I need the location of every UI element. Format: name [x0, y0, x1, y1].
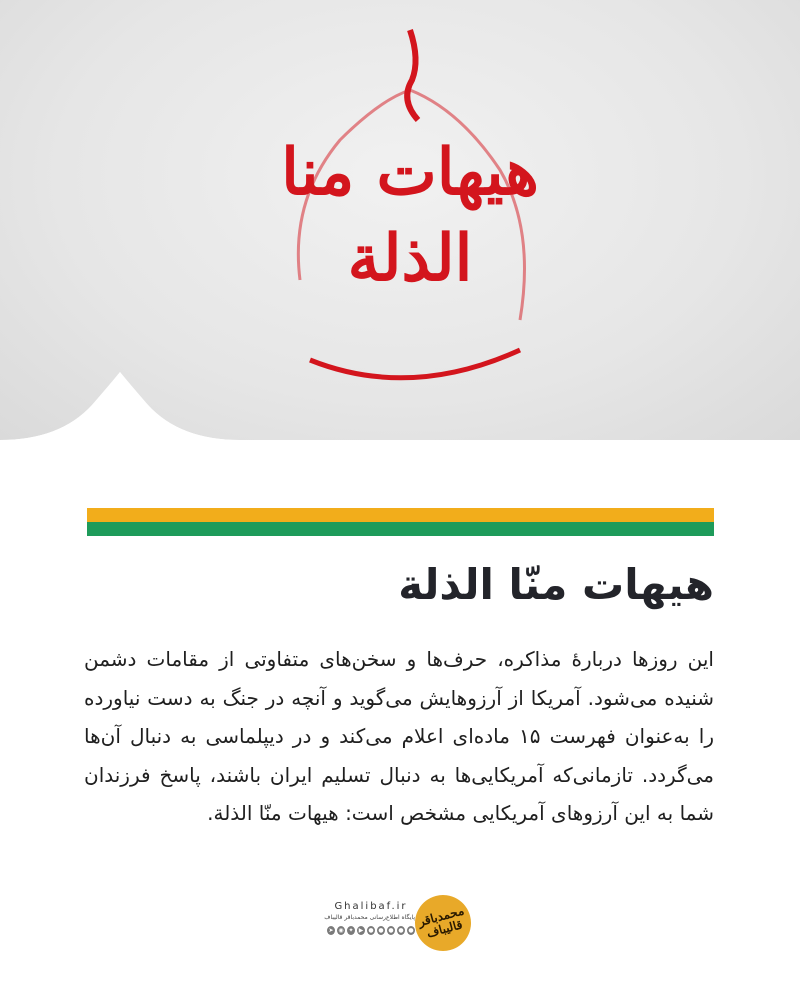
telegram-icon[interactable]: ➤	[328, 927, 334, 934]
hero-calligraphy-text: هیهات منا الذلة	[281, 135, 539, 296]
accent-stripe-green	[87, 522, 714, 536]
footer-brand	[0, 895, 800, 955]
social-icons	[327, 926, 415, 935]
accent-stripe-yellow	[87, 508, 714, 522]
logo	[409, 889, 478, 958]
instagram-icon[interactable]: ◉	[338, 927, 344, 934]
soroush-icon[interactable]: ●	[388, 927, 394, 934]
twitter-icon[interactable]: ✦	[348, 927, 354, 934]
eitaa-icon[interactable]: ●	[368, 927, 374, 934]
article-title: هیهات منّا الذلة	[398, 560, 714, 609]
article-body: این روزها دربارهٔ مذاکره، حرف‌ها و سخن‌های متفاوتی از مقامات دشمن شنیده می‌شود. آمریکا از آرزوهایش می‌گوید و آنچه در جنگ به دست نیاورده را به‌عنوان فهرست ۱۵ ماده‌ای اعلام می‌کند و در دیپلماسی به دنبال آن‌ها می‌گردد. تازمانی‌که آمریکایی‌ها به دنبال تسلیم ایران باشند، پاسخ فرزندان شما به این آرزوهای آمریکایی مشخص است: هیهات منّا الذلة.	[84, 647, 714, 825]
bale-icon[interactable]: ●	[378, 927, 384, 934]
youtube-icon[interactable]: ▶	[358, 927, 364, 934]
rubika-icon[interactable]: ●	[408, 927, 414, 934]
site-caption: پایگاه اطلاع‌رسانی محمدباقر قالیباف	[324, 914, 415, 921]
hero-calligraphy	[270, 20, 550, 400]
aparat-icon[interactable]: ●	[398, 927, 404, 934]
site-url[interactable]: Ghalibaf.ir	[334, 901, 408, 912]
logo-text: محمدباقر قالیباف	[416, 903, 466, 941]
site-info	[324, 901, 415, 935]
hero-banner	[0, 0, 800, 440]
